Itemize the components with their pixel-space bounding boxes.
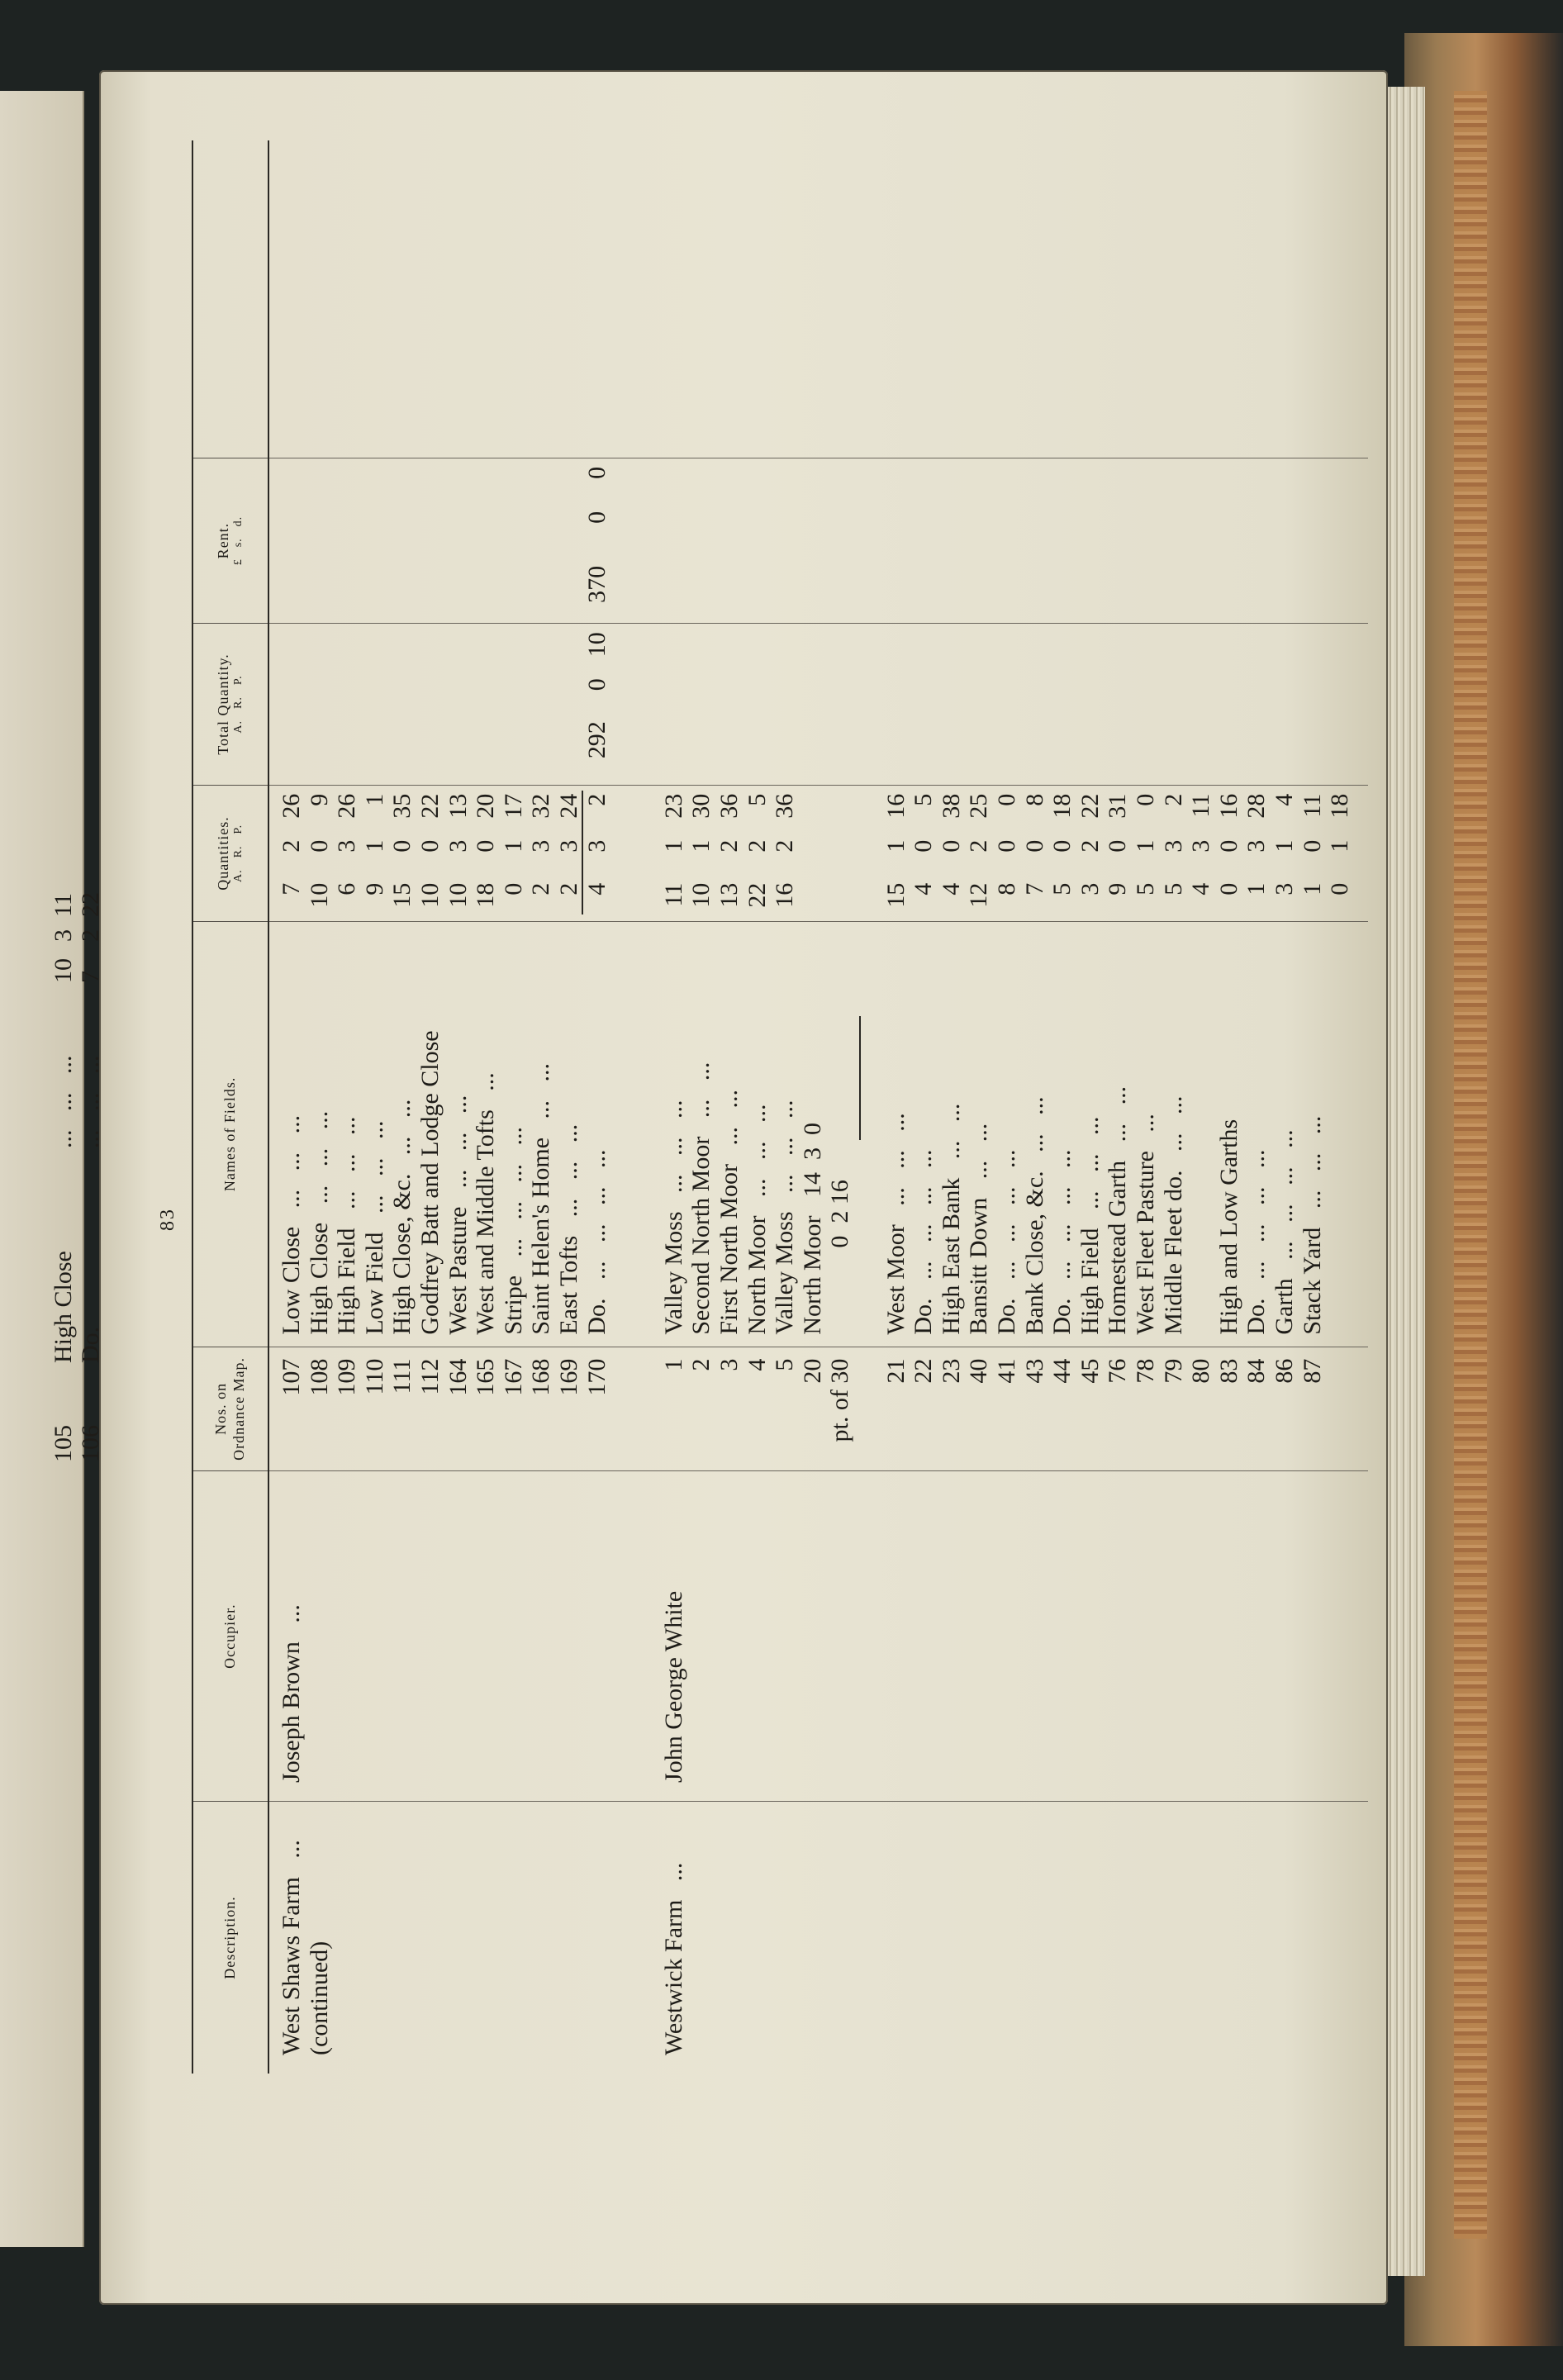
qty-perches: 8 — [1020, 793, 1048, 806]
qty-acres: 0 — [499, 882, 527, 895]
field-name: West Moor ... ... ... — [881, 1113, 910, 1335]
qty-perches: 17 — [499, 793, 527, 819]
qty-acres: 4 — [937, 882, 965, 895]
qty-acres: 3 — [1076, 882, 1104, 895]
field-name: West and Middle Tofts ... — [472, 1072, 500, 1335]
qty-acres: 15 — [388, 882, 416, 908]
field-name: Bansitt Down ... ... — [965, 1123, 993, 1335]
map-number: 41 — [993, 1358, 1020, 1384]
map-number: 78 — [1132, 1358, 1159, 1384]
qty-acres: 3 — [1271, 882, 1298, 895]
map-number: 86 — [1271, 1358, 1298, 1384]
sub-sum-rule — [859, 1016, 861, 1140]
qty-perches: 5 — [743, 793, 771, 806]
qty-acres: 5 — [1159, 882, 1187, 895]
qty-roods: 1 — [1271, 839, 1298, 853]
field-name: Stripe ... ... ... ... — [499, 1126, 527, 1335]
qty-perches: 22 — [1076, 793, 1104, 819]
header-blank — [193, 140, 268, 458]
qty-roods: 1 — [499, 839, 527, 853]
qty-perches: 22 — [416, 793, 444, 819]
qty-acres: 4 — [582, 882, 610, 895]
field-name: Do. ... ... ... ... — [582, 1149, 610, 1335]
total-acres: 292 — [582, 721, 610, 759]
qty-acres: 0 — [1326, 882, 1354, 895]
blank-column — [269, 140, 1368, 458]
qty-perches: 0 — [1132, 793, 1159, 806]
carry-number: 105 — [50, 1425, 77, 1462]
field-name: High Field ... ... ... — [1076, 1116, 1104, 1335]
qty-roods: 3 — [444, 839, 472, 853]
field-name: Second North Moor ... ... — [687, 1062, 715, 1335]
table-body — [269, 140, 1368, 2074]
qty-roods: 0 — [910, 839, 938, 853]
map-number: 80 — [1187, 1358, 1215, 1384]
qty-roods: 2 — [771, 839, 799, 853]
qty-perches: 36 — [771, 793, 799, 819]
field-name: Do. ... ... ... ... — [993, 1149, 1020, 1335]
qty-perches: 16 — [881, 793, 910, 819]
field-name: Middle Fleet do. ... ... — [1159, 1095, 1187, 1335]
qty-acres: 1 — [1298, 882, 1326, 895]
qty-roods: 3 — [527, 839, 555, 853]
qty-roods: 3 — [1242, 839, 1271, 853]
header-quantities: Quantities. A. R. P. — [193, 785, 268, 922]
map-number: 3 — [715, 1358, 743, 1371]
carry-dots: ... ... ... — [50, 1055, 77, 1148]
qty-acres: 10 — [305, 882, 333, 908]
occupier-name: Joseph Brown ... — [278, 1604, 305, 1783]
qty-perches: 4 — [1271, 793, 1298, 806]
qty-acres: 8 — [993, 882, 1020, 895]
header-total-quantity: Total Quantity. A. R. P. — [193, 623, 268, 784]
field-name: North Moor ... ... ... — [743, 1104, 771, 1335]
qty-acres: 9 — [360, 882, 388, 895]
qty-acres: 15 — [881, 882, 910, 908]
qty-acres: 4 — [1187, 882, 1215, 895]
qty-acres: 10 — [416, 882, 444, 908]
rent-shillings: 0 — [582, 511, 610, 524]
qty-roods: 3 — [1159, 839, 1187, 853]
field-name: 0 2 16 — [826, 1180, 854, 1335]
qty-perches: 32 — [527, 793, 555, 819]
qty-acres: 5 — [1132, 882, 1159, 895]
qty-roods: 2 — [1076, 839, 1104, 853]
map-number: 2 — [687, 1358, 715, 1371]
map-number: 45 — [1076, 1358, 1104, 1384]
field-name: East Tofts ... ... ... — [555, 1123, 582, 1335]
map-number: 107 — [278, 1358, 305, 1396]
qty-roods: 1 — [1132, 839, 1159, 853]
qty-roods: 0 — [937, 839, 965, 853]
qty-perches: 23 — [659, 793, 687, 819]
field-name: Do. ... ... ... ... — [910, 1149, 938, 1335]
qty-acres: 13 — [715, 882, 743, 908]
rent-column — [269, 458, 1368, 623]
map-number-column — [269, 1347, 1368, 1471]
qty-acres: 9 — [1104, 882, 1132, 895]
map-number: 21 — [881, 1358, 910, 1384]
page-number: 83 — [157, 1208, 178, 1231]
field-name: Low Field ... ... ... — [360, 1120, 388, 1335]
qty-perches: 9 — [305, 793, 333, 806]
rent-pence: 0 — [582, 466, 610, 479]
total-perches: 10 — [582, 632, 610, 658]
marbled-edge — [1454, 91, 1487, 2239]
qty-roods: 0 — [1298, 839, 1326, 853]
qty-roods: 0 — [472, 839, 500, 853]
map-number: 83 — [1214, 1358, 1242, 1384]
table-header — [192, 140, 269, 2074]
map-number: 23 — [937, 1358, 965, 1384]
field-name: High East Bank ... ... — [937, 1103, 965, 1335]
qty-roods: 0 — [1020, 839, 1048, 853]
carry-name: High Close — [50, 1251, 77, 1363]
qty-acres: 18 — [472, 882, 500, 908]
qty-perches: 25 — [965, 793, 993, 819]
header-rent: Rent. £ s. d. — [193, 458, 268, 623]
map-number: 167 — [499, 1358, 527, 1396]
carry-over-rows — [50, 884, 104, 1462]
field-name: West Fleet Pasture ... — [1132, 1114, 1159, 1335]
carry-roods: 2 — [77, 929, 104, 942]
qty-roods: 0 — [416, 839, 444, 853]
field-name-column — [269, 921, 1368, 1346]
map-number: 87 — [1298, 1358, 1326, 1384]
map-number: 20 — [798, 1358, 826, 1384]
qty-acres: 10 — [444, 882, 472, 908]
map-number: 84 — [1242, 1358, 1271, 1384]
farm-description: (continued) — [305, 1941, 333, 2055]
field-name: Homestead Garth ... ... — [1104, 1085, 1132, 1335]
qty-roods: 3 — [1187, 839, 1215, 853]
carry-number: 106 — [77, 1425, 104, 1462]
qty-roods: 3 — [555, 839, 582, 853]
qty-perches: 36 — [715, 793, 743, 819]
occupier-name: John George White — [659, 1590, 687, 1783]
header-field-names: Names of Fields. — [193, 921, 268, 1346]
qty-roods: 2 — [965, 839, 993, 853]
qty-perches: 0 — [993, 793, 1020, 806]
qty-acres: 2 — [527, 882, 555, 895]
map-number: 44 — [1048, 1358, 1076, 1384]
qty-roods: 2 — [715, 839, 743, 853]
sum-rule — [582, 791, 583, 914]
qty-perches: 26 — [278, 793, 305, 819]
map-number: 169 — [555, 1358, 582, 1396]
field-name: High Close, &c. ... ... — [388, 1099, 416, 1335]
qty-acres: 0 — [1214, 882, 1242, 895]
header-map-numbers: Nos. on Ordnance Map. — [193, 1347, 268, 1471]
qty-roods: 0 — [1214, 839, 1242, 853]
occupier-column — [269, 1470, 1368, 1801]
carry-row — [77, 884, 104, 1462]
map-number: 40 — [965, 1358, 993, 1384]
field-name: Godfrey Batt and Lodge Close — [416, 1030, 444, 1335]
map-number: 5 — [771, 1358, 799, 1371]
map-number: 165 — [472, 1358, 500, 1396]
qty-acres: 11 — [659, 882, 687, 907]
quantity-column — [269, 785, 1368, 922]
qty-acres: 4 — [910, 882, 938, 895]
field-name: First North Moor ... ... — [715, 1089, 743, 1335]
qty-perches: 26 — [333, 793, 361, 819]
qty-roods: 3 — [582, 839, 610, 853]
qty-roods: 1 — [360, 839, 388, 853]
map-number: 112 — [416, 1358, 444, 1395]
map-number: 22 — [910, 1358, 938, 1384]
qty-roods: 3 — [333, 839, 361, 853]
carry-roods: 3 — [50, 929, 77, 942]
qty-acres: 22 — [743, 882, 771, 908]
qty-acres: 2 — [555, 882, 582, 895]
field-name: Garth ... ... ... ... — [1271, 1129, 1298, 1335]
field-name: Stack Yard ... ... ... — [1298, 1115, 1326, 1335]
qty-roods: 1 — [659, 839, 687, 853]
map-number: 43 — [1020, 1358, 1048, 1384]
field-name: Saint Helen's Home ... ... — [527, 1062, 555, 1335]
qty-perches: 2 — [582, 793, 610, 806]
map-number: 79 — [1159, 1358, 1187, 1384]
qty-perches: 28 — [1242, 793, 1271, 819]
carry-acres: 7 — [77, 971, 104, 983]
qty-roods: 1 — [1326, 839, 1354, 853]
map-number: 111 — [388, 1358, 416, 1394]
qty-acres: 7 — [1020, 882, 1048, 895]
rotated-ledger-content — [50, 132, 1363, 2074]
header-description: Description. — [193, 1801, 268, 2074]
total-roods: 0 — [582, 678, 610, 691]
qty-perches: 11 — [1187, 793, 1215, 818]
qty-roods: 0 — [1048, 839, 1076, 853]
qty-perches: 24 — [555, 793, 582, 819]
map-number: 109 — [333, 1358, 361, 1396]
map-number: pt. of 30 — [826, 1358, 854, 1442]
field-name: Valley Moss ... ... ... — [659, 1100, 687, 1335]
qty-acres: 12 — [965, 882, 993, 908]
qty-acres: 7 — [278, 882, 305, 895]
field-name: High Field ... ... ... — [333, 1116, 361, 1335]
field-name: High Close ... ... ... — [305, 1110, 333, 1335]
carry-perches: 11 — [50, 893, 77, 917]
field-name: Do. ... ... ... ... — [1048, 1149, 1076, 1335]
map-number: 4 — [743, 1358, 771, 1371]
qty-roods: 2 — [278, 839, 305, 853]
header-occupier: Occupier. — [193, 1470, 268, 1801]
rent-pounds: 370 — [582, 565, 610, 603]
farm-description: Westwick Farm ... — [659, 1862, 687, 2055]
qty-perches: 20 — [472, 793, 500, 819]
qty-acres: 1 — [1242, 882, 1271, 895]
qty-roods: 0 — [1104, 839, 1132, 853]
map-number: 170 — [582, 1358, 610, 1396]
field-name: Bank Close, &c. ... ... — [1020, 1096, 1048, 1335]
map-number: 164 — [444, 1358, 472, 1396]
map-number: 108 — [305, 1358, 333, 1396]
qty-acres: 16 — [771, 882, 799, 908]
qty-perches: 18 — [1326, 793, 1354, 819]
field-name: Valley Moss ... ... ... — [771, 1100, 799, 1335]
qty-roods: 0 — [993, 839, 1020, 853]
qty-perches: 5 — [910, 793, 938, 806]
qty-roods: 1 — [687, 839, 715, 853]
field-name: West Pasture ... ... ... — [444, 1095, 472, 1335]
qty-perches: 1 — [360, 793, 388, 806]
qty-perches: 16 — [1214, 793, 1242, 819]
qty-acres: 5 — [1048, 882, 1076, 895]
map-number: 168 — [527, 1358, 555, 1396]
qty-perches: 38 — [937, 793, 965, 819]
qty-perches: 11 — [1298, 793, 1326, 818]
map-number: 110 — [360, 1358, 388, 1395]
qty-roods: 0 — [388, 839, 416, 853]
map-number: 1 — [659, 1358, 687, 1371]
carry-name: Do. — [77, 1326, 104, 1363]
total-column — [269, 623, 1368, 784]
carry-dots: ... ... ... — [77, 1055, 104, 1148]
qty-perches: 31 — [1104, 793, 1132, 819]
qty-roods: 0 — [305, 839, 333, 853]
qty-perches: 13 — [444, 793, 472, 819]
field-name: Do. ... ... ... ... — [1242, 1149, 1271, 1335]
qty-roods: 2 — [743, 839, 771, 853]
qty-perches: 2 — [1159, 793, 1187, 806]
farm-description: West Shaws Farm ... — [278, 1840, 305, 2055]
qty-perches: 18 — [1048, 793, 1076, 819]
ledger-table — [192, 140, 1368, 2074]
qty-perches: 35 — [388, 793, 416, 819]
carry-perches: 22 — [77, 892, 104, 917]
field-name: High and Low Garths — [1214, 1119, 1242, 1335]
description-column — [269, 1801, 1368, 2074]
field-name: North Moor 14 3 0 — [798, 1122, 826, 1335]
qty-acres: 10 — [687, 882, 715, 908]
carry-acres: 10 — [50, 958, 77, 983]
carry-row — [50, 884, 77, 1462]
map-number: 76 — [1104, 1358, 1132, 1384]
field-name: Low Close ... ... ... — [278, 1114, 305, 1335]
qty-acres: 6 — [333, 882, 361, 895]
qty-perches: 30 — [687, 793, 715, 819]
qty-roods: 1 — [881, 839, 910, 853]
